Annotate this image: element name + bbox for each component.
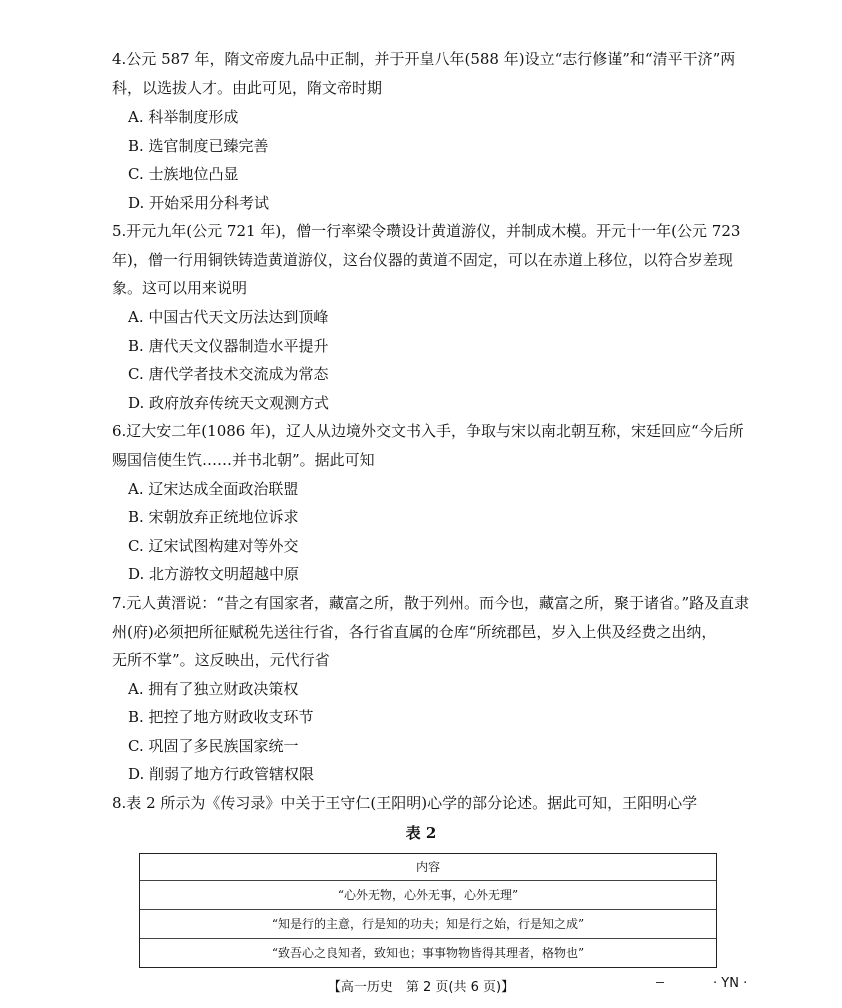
divider bbox=[656, 982, 664, 983]
question-5-line-2: 年)，僧一行用铜铁铸造黄道游仪，这台仪器的黄道不固定，可以在赤道上移位，以符合岁差现 bbox=[112, 251, 733, 269]
question-4-option-a[interactable]: A. 科举制度形成 bbox=[128, 108, 239, 126]
question-4-line-2: 科，以选拔人才。由此可见，隋文帝时期 bbox=[112, 79, 383, 97]
question-4-option-b[interactable]: B. 选官制度已臻完善 bbox=[128, 137, 269, 155]
question-6-option-c[interactable]: C. 辽宋试图构建对等外交 bbox=[128, 537, 299, 555]
question-5-option-d[interactable]: D. 政府放弃传统天文观测方式 bbox=[128, 394, 330, 412]
exam-code-mark: · YN · bbox=[713, 976, 748, 991]
question-5-option-b[interactable]: B. 唐代天文仪器制造水平提升 bbox=[128, 337, 329, 355]
table-row: “心外无物，心外无事，心外无理” bbox=[140, 880, 716, 909]
question-6-option-b[interactable]: B. 宋朝放弃正统地位诉求 bbox=[128, 508, 299, 526]
question-7-option-b[interactable]: B. 把控了地方财政收支环节 bbox=[128, 708, 314, 726]
table-header: 内容 bbox=[415, 860, 440, 874]
question-4-line-1: 4.公元 587 年，隋文帝废九品中正制，并于开皇八年(588 年)设立“志行修谨”和“清平干济”两 bbox=[112, 50, 736, 68]
question-7-option-a[interactable]: A. 拥有了独立财政决策权 bbox=[128, 680, 299, 698]
question-7-option-c[interactable]: C. 巩固了多民族国家统一 bbox=[128, 737, 299, 755]
question-8-line-1: 8.表 2 所示为《传习录》中关于王守仁(王阳明)心学的部分论述。据此可知，王阳明心学 bbox=[112, 794, 698, 812]
table-row: “致吾心之良知者，致知也；事事物物皆得其理者，格物也” bbox=[140, 938, 716, 967]
page-footer: 【高一历史 第 2 页(共 6 页)】 bbox=[327, 980, 515, 995]
question-4-option-d[interactable]: D. 开始采用分科考试 bbox=[128, 194, 270, 212]
question-7-line-2: 州(府)必须把所征赋税先送往行省，各行省直属的仓库“所统郡邑，岁入上供及经费之出纳， bbox=[112, 623, 717, 641]
question-5-option-c[interactable]: C. 唐代学者技术交流成为常态 bbox=[128, 365, 329, 383]
question-4-option-c[interactable]: C. 士族地位凸显 bbox=[128, 165, 239, 183]
question-7-line-3: 无所不掌”。这反映出，元代行省 bbox=[112, 651, 330, 669]
question-6-line-1: 6.辽大安二年(1086 年)，辽人从边境外交文书入手，争取与宋以南北朝互称，宋廷回应“今后所 bbox=[112, 422, 744, 440]
question-5-line-1: 5.开元九年(公元 721 年)，僧一行率梁令瓒设计黄道游仪，并制成木模。开元十一年(公元 723 bbox=[112, 222, 741, 240]
table-row: “知是行的主意，行是知的功夫；知是行之始，行是知之成” bbox=[140, 909, 716, 938]
question-6-line-2: 赐国信使生饩……并书北朝”。据此可知 bbox=[112, 451, 375, 469]
question-5-line-3: 象。这可以用来说明 bbox=[112, 279, 248, 297]
question-6-option-d[interactable]: D. 北方游牧文明超越中原 bbox=[128, 565, 300, 583]
question-6-option-a[interactable]: A. 辽宋达成全面政治联盟 bbox=[128, 480, 299, 498]
table-caption: 表 2 bbox=[405, 824, 437, 842]
question-7-option-d[interactable]: D. 削弱了地方行政管辖权限 bbox=[128, 765, 315, 783]
question-5-option-a[interactable]: A. 中国古代天文历法达到顶峰 bbox=[128, 308, 329, 326]
quote-table bbox=[139, 853, 717, 968]
question-7-line-1: 7.元人黄溍说：“昔之有国家者，藏富之所，散于列州。而今也，藏富之所，聚于诸省。”路及直隶 bbox=[112, 594, 750, 612]
